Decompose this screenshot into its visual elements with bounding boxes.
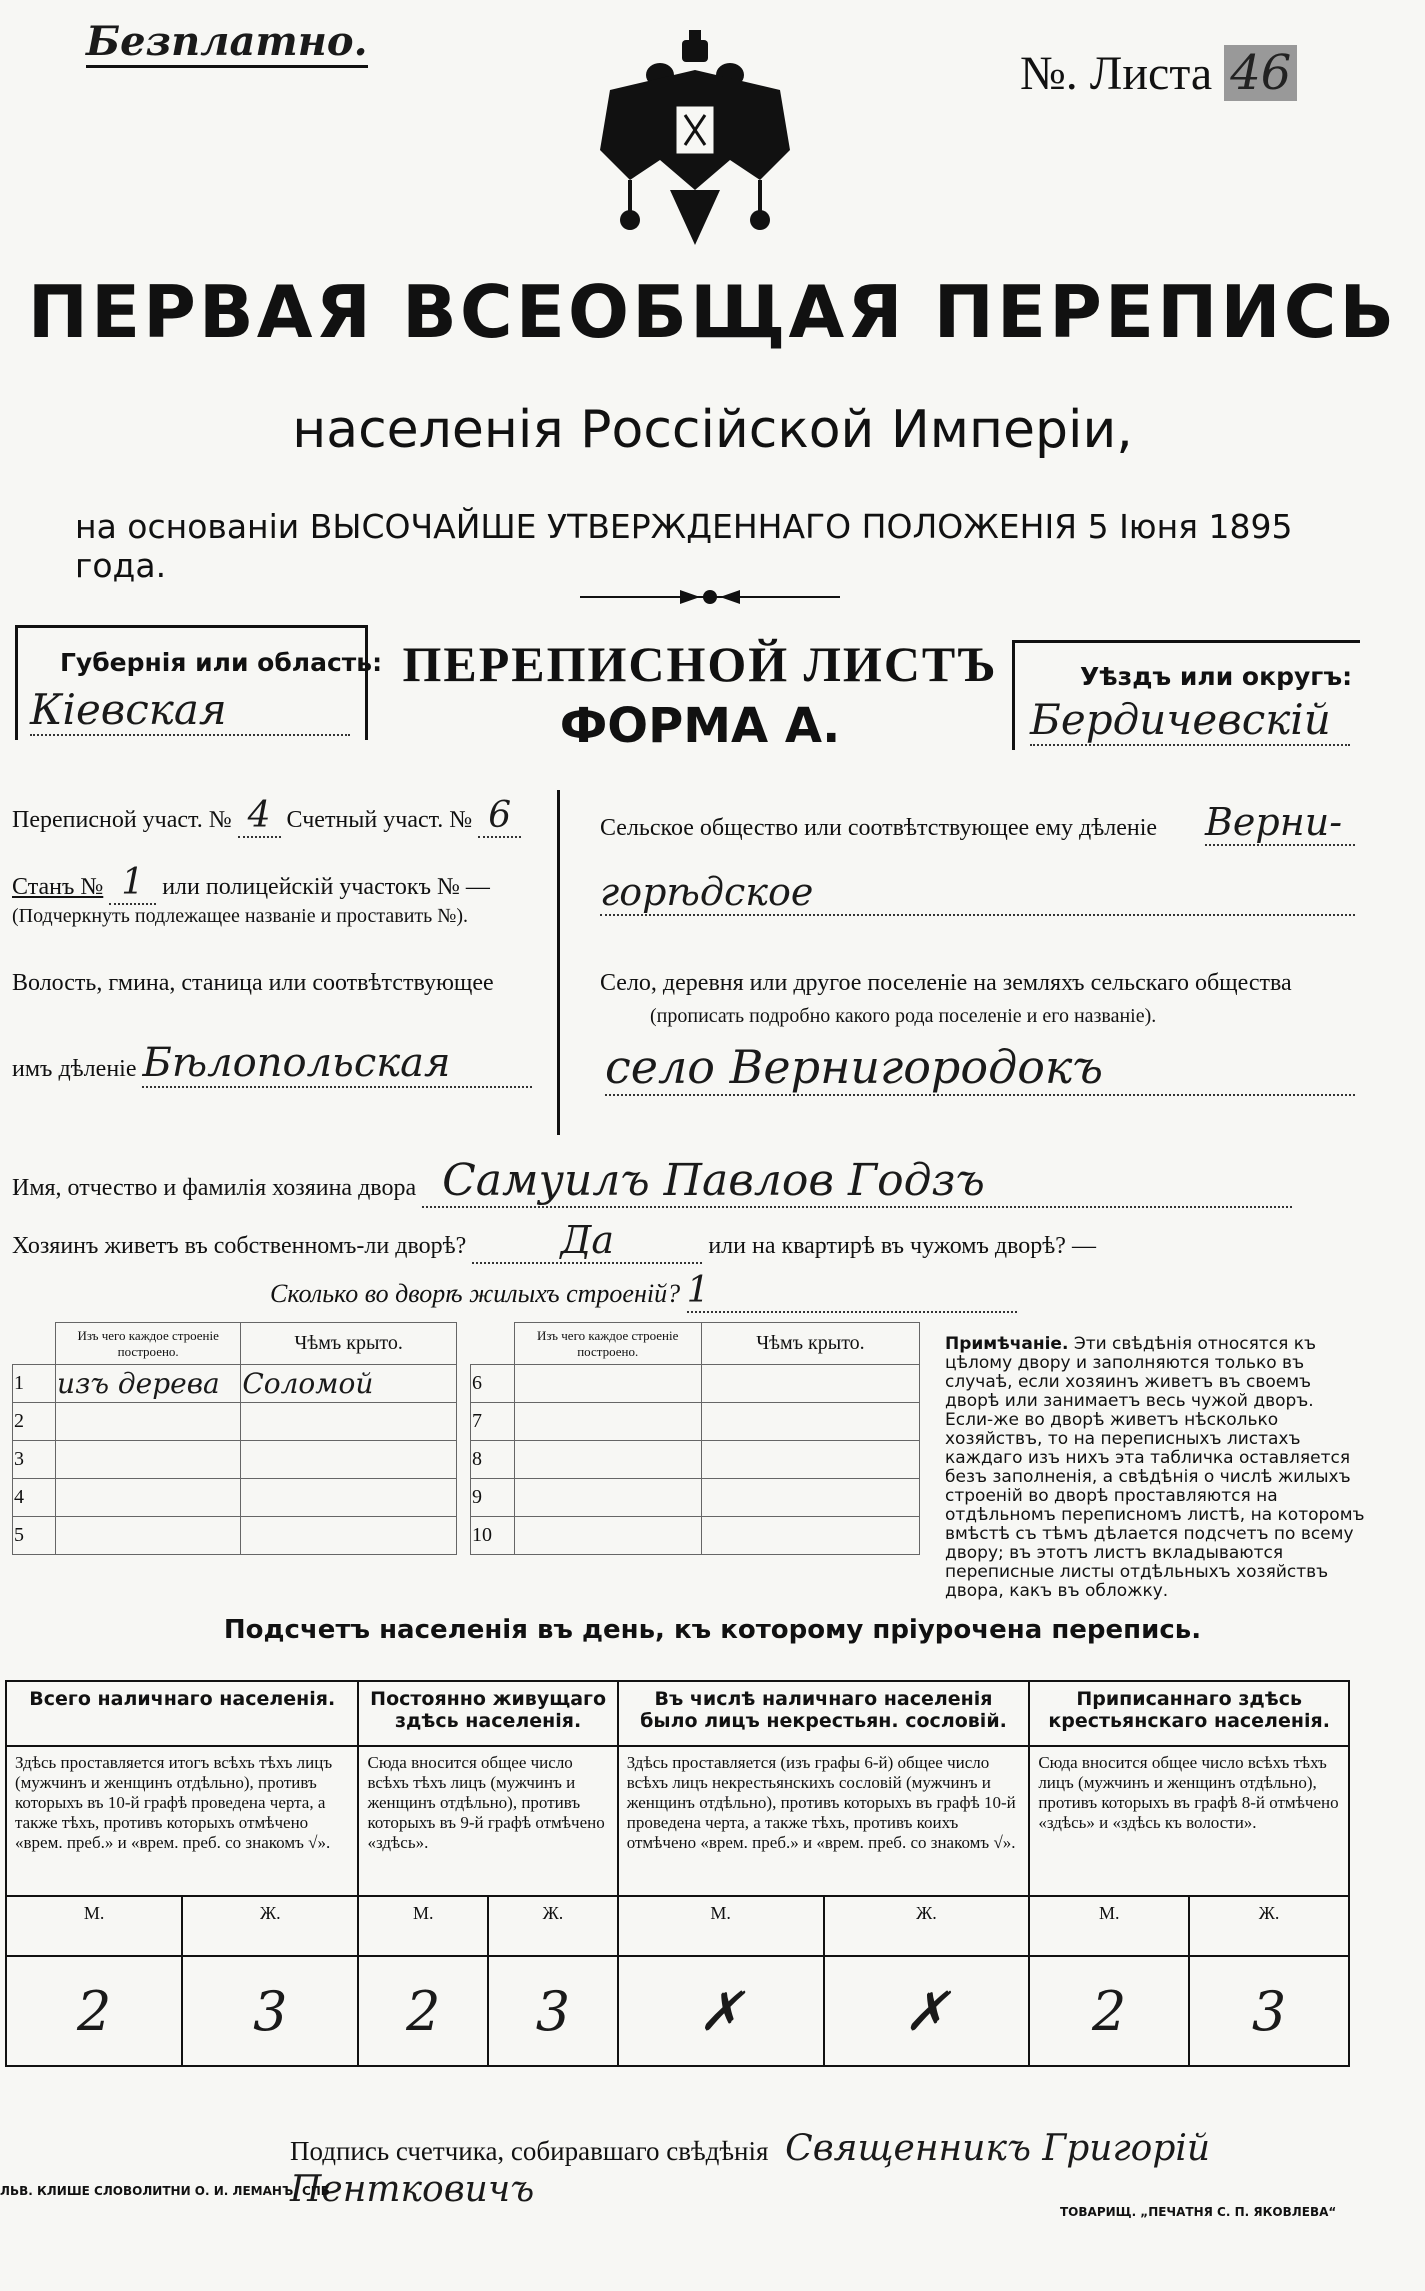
stan-value: 1 bbox=[109, 862, 156, 905]
volost-label-2: имъ дѣленіе bbox=[12, 1056, 137, 1082]
house-1-built: изъ дерева bbox=[56, 1365, 241, 1403]
buildings-value: 1 bbox=[687, 1270, 1017, 1313]
society-label: Сельское общество или соотвѣтствующее ему дѣленіе bbox=[600, 815, 1158, 841]
signature-value: Священникъ Григорій Пентковичъ bbox=[290, 2128, 1211, 2210]
province-value: Кіевская bbox=[30, 685, 350, 736]
signature-label: Подпись счетчика, собиравшаго свѣдѣнія bbox=[290, 2136, 769, 2166]
owner-name-value: Самуилъ Павлов Годзъ bbox=[422, 1155, 1292, 1208]
pop-col-2-title: Постоянно живущаго здѣсь населенія. bbox=[358, 1681, 617, 1746]
village-value: село Вернигородокъ bbox=[605, 1040, 1355, 1096]
population-table: Всего наличнаго населенія. Постоянно живущаго здѣсь населенія. Въ числѣ наличнаго населенія было лицъ некрестьян. сословій. Приписаннаго здѣсь крестьянскаго населенія. Здѣсь проставляется итогъ всѣхъ тѣхъ лицъ (мужчинъ и женщинъ отдѣльно), противъ которыхъ въ 10-й графѣ проведена черта, а также тѣхъ, противъ которыхъ отмѣчено «врем. преб.» и «врем. преб. со знакомъ √». Сюда вносится общее число всѣхъ тѣхъ лицъ (мужчинъ и женщинъ отдѣльно), противъ которыхъ въ 9-й графѣ отмѣчено «здѣсь». Здѣсь проставляется (изъ графы 6-й) общее число всѣхъ лицъ некрестьянскихъ сословій (мужчинъ и женщинъ отдѣльно), противъ которыхъ въ графѣ 10-й проведена черта, а также тѣхъ, противъ коихъ отмѣчено «врем. преб.» и «врем. преб. со знакомъ √». Сюда вносится общее число всѣхъ тѣхъ лицъ (мужчинъ и женщинъ отдѣльно), противъ которыхъ въ графѣ 8-й отмѣчено «здѣсь» и «здѣсь къ волости». М. Ж. М. Ж. М. Ж. М. Ж. 2 3 2 3 ✗ ✗ 2 3 bbox=[5, 1680, 1350, 2067]
village-note: (прописать подробно какого рода поселеніе и его названіе). bbox=[650, 1005, 1157, 1027]
houses-col-roof: Чѣмъ крыто. bbox=[241, 1323, 457, 1365]
stan-line bbox=[12, 862, 552, 903]
pop-col-4-desc: Сюда вносится общее число всѣхъ тѣхъ лицъ (мужчинъ и женщинъ отдѣльно), противъ которыхъ въ графѣ 8-й отмѣчено «здѣсь» и «здѣсь къ волости». bbox=[1029, 1746, 1349, 1896]
owner-own-value: Да bbox=[472, 1218, 702, 1264]
owner-own-line bbox=[12, 1218, 1412, 1264]
buildings-label: Сколько во дворѣ жилыхъ строеній? bbox=[270, 1279, 681, 1308]
houses-col-built: Изъ чего каждое строеніе построено. bbox=[56, 1323, 241, 1365]
table-row: 8 bbox=[471, 1441, 920, 1479]
underline-note: (Подчеркнуть подлежащее названіе и проставить №). bbox=[12, 905, 468, 927]
province-label: Губернія или область: bbox=[60, 648, 383, 677]
volost-line bbox=[12, 1040, 552, 1088]
sheet-number-label: №. Листа bbox=[1020, 47, 1213, 100]
count-section-value: 6 bbox=[478, 795, 521, 838]
table-row: 10 bbox=[471, 1517, 920, 1555]
owner-rent-label: или на квартирѣ въ чужомъ дворѣ? bbox=[708, 1233, 1066, 1259]
houses-note-text: Эти свѣдѣнія относятся къ цѣлому двору и заполняются только въ случаѣ, если хозяинъ живетъ въ своемъ дворѣ или занимаетъ весь чужой дворъ. Если-же во дворѣ живетъ нѣсколько хозяйствъ, то на переписныхъ листахъ каждаго изъ нихъ эта табличка оставляется безъ заполненія, а свѣдѣнія о числѣ жилыхъ строеній во дворѣ проставляются на отдѣльномъ переписномъ листѣ, на которомъ вмѣстѣ съ тѣмъ дѣлается подсчетъ по всему двору; въ этотъ листъ вкладываются переписные листы отдѣльныхъ хозяйствъ двора, какъ въ обложку. bbox=[945, 1334, 1365, 1601]
pop-col-3-title: Въ числѣ наличнаго населенія было лицъ некрестьян. сословій. bbox=[618, 1681, 1030, 1746]
pop-2-m: 2 bbox=[358, 1956, 488, 2066]
pop-2-f: 3 bbox=[488, 1956, 618, 2066]
table-row: 4 bbox=[13, 1479, 457, 1517]
main-title: ПЕРВАЯ ВСЕОБЩАЯ ПЕРЕПИСЬ bbox=[27, 270, 1398, 354]
owner-own-label: Хозяинъ живетъ въ собственномъ-ли дворѣ? bbox=[12, 1233, 467, 1259]
pop-1-f: 3 bbox=[182, 1956, 358, 2066]
basis-line: на основаніи ВЫСОЧАЙШЕ УТВЕРЖДЕННАГО ПОЛОЖЕНІЯ 5 Іюня 1895 года. bbox=[75, 507, 1293, 585]
district-label: Уѣздъ или округъ: bbox=[1080, 662, 1353, 691]
table-row: 9 bbox=[471, 1479, 920, 1517]
society-value-1: Верни- bbox=[1205, 800, 1355, 846]
house-1-roof: Соломой bbox=[241, 1365, 457, 1403]
printer-left: ЛЬВ. КЛИШЕ СЛОВОЛИТНИ О. И. ЛЕМАНЪ, СПБ bbox=[0, 2184, 330, 2198]
table-row: 1 изъ дерева Соломой bbox=[13, 1365, 457, 1403]
census-section bbox=[12, 795, 552, 836]
form-name: ФОРМА А. bbox=[559, 698, 841, 754]
signature-line bbox=[290, 2128, 1390, 2210]
pop-4-f: 3 bbox=[1189, 1956, 1349, 2066]
sheet-number-value: 46 bbox=[1224, 45, 1297, 101]
table-row: 6 bbox=[471, 1365, 920, 1403]
district-value: Бердичевскій bbox=[1030, 695, 1350, 746]
pop-1-m: 2 bbox=[6, 1956, 182, 2066]
census-section-label: Переписной участ. № bbox=[12, 807, 232, 833]
ornament-divider bbox=[580, 582, 840, 612]
pop-3-m: ✗ bbox=[618, 1956, 824, 2066]
pop-3-f: ✗ bbox=[824, 1956, 1030, 2066]
stan-label: Станъ № bbox=[12, 874, 104, 900]
form-title: ПЕРЕПИСНОЙ ЛИСТЪ bbox=[402, 636, 998, 692]
imperial-eagle-emblem bbox=[590, 30, 800, 260]
pop-col-3-desc: Здѣсь проставляется (изъ графы 6-й) общее число всѣхъ лицъ некрестьянскихъ сословій (мужчинъ и женщинъ отдѣльно), противъ которыхъ въ графѣ 10-й проведена черта, а также тѣхъ, противъ коихъ отмѣчено «врем. преб.» и «врем. преб. со знакомъ √». bbox=[618, 1746, 1030, 1896]
buildings-line bbox=[270, 1270, 1070, 1313]
census-section-value: 4 bbox=[238, 795, 281, 838]
sheet-number bbox=[1020, 45, 1297, 101]
houses-note bbox=[945, 1335, 1365, 1601]
village-label: Село, деревня или другое поселеніе на земляхъ сельскаго общества bbox=[600, 970, 1292, 996]
pop-col-1-title: Всего наличнаго населенія. bbox=[6, 1681, 358, 1746]
houses-note-title: Примѣчаніе. bbox=[945, 1334, 1069, 1354]
table-row: 5 bbox=[13, 1517, 457, 1555]
volost-label-1: Волость, гмина, станица или соотвѣтствующее bbox=[12, 970, 494, 996]
population-heading: Подсчетъ населенія въ день, къ которому пріурочена перепись. bbox=[223, 1615, 1202, 1645]
printer-right: ТОВАРИЩ. „ПЕЧАТНЯ С. П. ЯКОВЛЕВА“ bbox=[1060, 2205, 1337, 2219]
houses-table-right: Изъ чего каждое строеніе построено. Чѣмъ крыто. 6 7 8 9 10 bbox=[470, 1322, 920, 1555]
table-row: 7 bbox=[471, 1403, 920, 1441]
pop-col-2-desc: Сюда вносится общее число всѣхъ тѣхъ лицъ (мужчинъ и женщинъ отдѣльно), противъ которыхъ въ 9-й графѣ отмѣчено «здѣсь». bbox=[358, 1746, 617, 1896]
pop-4-m: 2 bbox=[1029, 1956, 1189, 2066]
table-row: 3 bbox=[13, 1441, 457, 1479]
police-value: — bbox=[465, 874, 490, 900]
police-label: или полицейскій участокъ № bbox=[162, 874, 460, 900]
volost-value: Бѣлопольская bbox=[142, 1040, 532, 1088]
pop-col-1-desc: Здѣсь проставляется итогъ всѣхъ тѣхъ лицъ (мужчинъ и женщинъ отдѣльно), противъ которыхъ въ 10-й графѣ проведена черта, а также тѣхъ, противъ которыхъ отмѣчено «врем. преб.» и «врем. преб. со знакомъ √». bbox=[6, 1746, 358, 1896]
pop-col-4-title: Приписаннаго здѣсь крестьянскаго населенія. bbox=[1029, 1681, 1349, 1746]
owner-name-label: Имя, отчество и фамилія хозяина двора bbox=[12, 1175, 417, 1201]
owner-name-line bbox=[12, 1155, 1372, 1208]
count-section-label: Счетный участ. № bbox=[286, 807, 473, 833]
houses-table-left bbox=[12, 1322, 457, 1555]
subtitle: населенія Россійской Имперіи, bbox=[292, 400, 1133, 460]
free-stamp: Безплатно. bbox=[86, 18, 368, 68]
society-value-2: горѣдское bbox=[600, 870, 1355, 916]
owner-rent-value: — bbox=[1071, 1233, 1096, 1259]
table-row: 2 bbox=[13, 1403, 457, 1441]
